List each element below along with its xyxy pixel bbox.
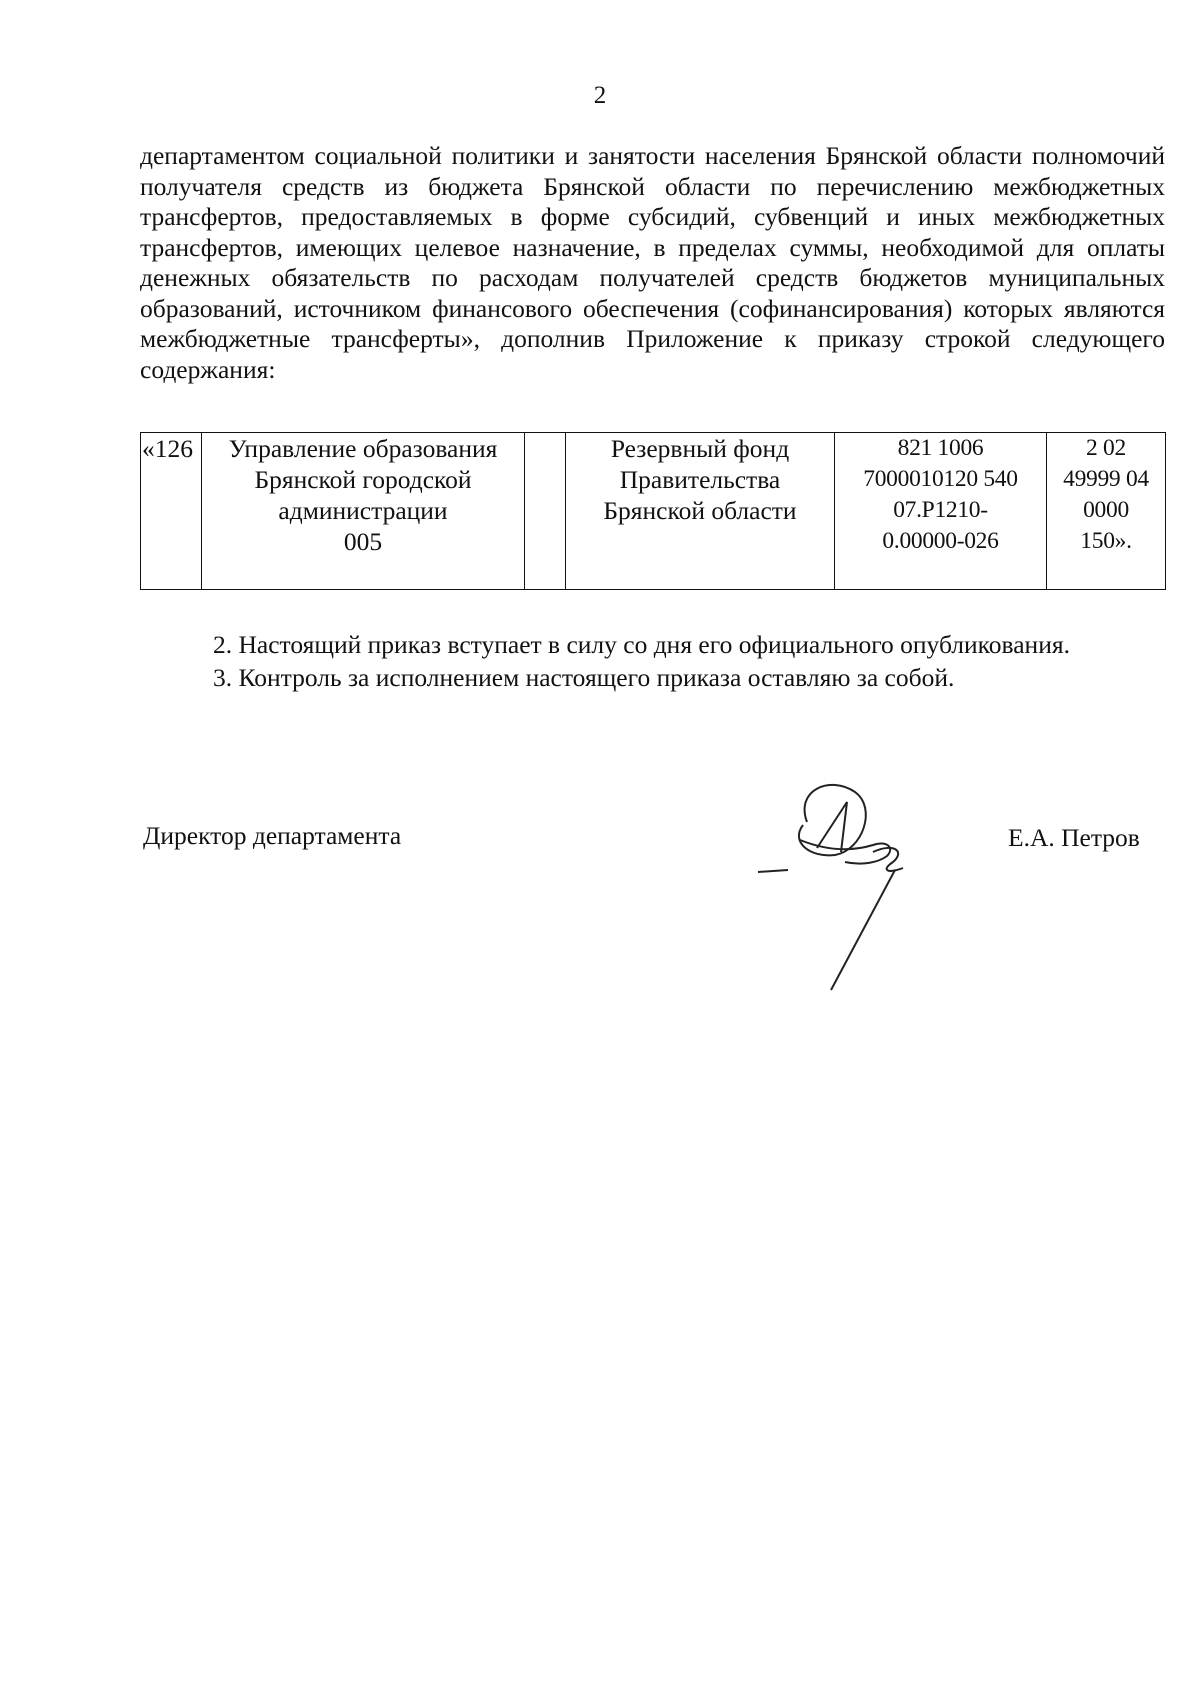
empty-cell bbox=[525, 433, 566, 590]
recipient-line: Управление образования bbox=[228, 434, 498, 463]
item-control: 3. Контроль за исполнением настоящего приказа оставляю за собой. bbox=[213, 663, 955, 692]
income-code-line: 150». bbox=[1080, 528, 1132, 554]
source-line: Правительства bbox=[619, 465, 781, 494]
recipient-line: Брянской городской bbox=[254, 465, 472, 494]
signer-position: Директор департамента bbox=[143, 821, 402, 850]
budget-code-line: 07.Р1210- bbox=[893, 497, 988, 523]
income-code-cell bbox=[1047, 433, 1166, 590]
budget-code-cell bbox=[835, 433, 1047, 590]
budget-code-line: 7000010120 540 bbox=[863, 466, 1018, 492]
source-line: Брянской области bbox=[603, 496, 797, 525]
source-cell bbox=[566, 433, 835, 590]
row-number-cell bbox=[141, 433, 202, 590]
table-row bbox=[141, 433, 1166, 590]
recipient-line: администрации bbox=[278, 496, 448, 525]
signer-name: Е.А. Петров bbox=[1008, 823, 1140, 852]
budget-code-line: 0.00000-026 bbox=[882, 528, 999, 554]
page-number: 2 bbox=[593, 82, 607, 109]
recipient-cell bbox=[202, 433, 525, 590]
body-paragraph: департаментом социальной политики и занятости населения Брянской области полномочий получателя средств из бюджета Брянской области по перечислению межбюджетных трансфертов, предоставляемых в форме субсидий, субвенций и иных межбюджетных трансфертов, имеющих целевое назначение, в пределах суммы, необходимой для оплаты денежных обязательств по расходам получателей средств бюджетов муниципальных образований, источником финансового обеспечения (софинансирования) которых являются межбюджетные трансферты», дополнив Приложение к приказу строкой следующего содержания: bbox=[140, 141, 1165, 384]
row-number: «126 bbox=[142, 434, 193, 463]
income-code-line: 0000 bbox=[1083, 497, 1129, 523]
income-code-line: 2 02 bbox=[1086, 435, 1126, 461]
budget-code-line: 821 1006 bbox=[897, 435, 984, 461]
income-code-line: 49999 04 bbox=[1063, 466, 1149, 492]
item-effective-date: 2. Настоящий приказ вступает в силу со дня его официального опубликования. bbox=[213, 630, 1070, 659]
source-line: Резервный фонд bbox=[610, 434, 790, 463]
signature-image bbox=[755, 770, 955, 1000]
recipient-line: 005 bbox=[343, 527, 383, 556]
appendix-table bbox=[140, 432, 1166, 590]
